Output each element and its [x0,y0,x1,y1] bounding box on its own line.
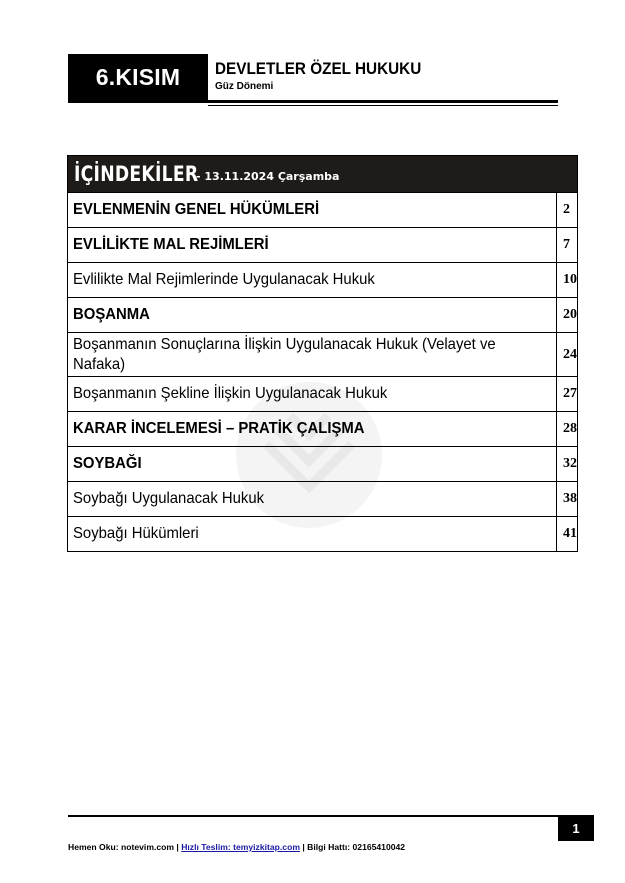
toc-item-title[interactable]: Soybağı Hükümleri [73,525,199,542]
header-rule-thin [208,105,558,106]
term-label: Güz Dönemi [215,81,274,92]
toc-item-page: 41 [557,517,578,552]
toc-item-title[interactable]: SOYBAĞI [73,455,142,472]
toc-item-page: 32 [557,447,578,482]
toc-item-title[interactable]: Boşanmanın Şekline İlişkin Uygulanacak Hukuk [73,385,388,402]
toc-item-page: 2 [557,193,578,228]
toc-heading: İÇİNDEKİLER [74,162,199,186]
toc-item-page: 7 [557,228,578,263]
toc-item-page: 28 [557,412,578,447]
toc-item-title[interactable]: BOŞANMA [73,306,150,323]
toc-item-page: 27 [557,377,578,412]
toc-row[interactable] [68,298,578,333]
toc-header-row [68,156,578,193]
toc-item-title[interactable]: Evlilikte Mal Rejimlerinde Uygulanacak Hukuk [73,271,375,288]
hotline-label: Bilgi Hattı: 02165410042 [307,842,406,852]
section-label: 6.KISIM [68,54,208,100]
table-of-contents [67,155,578,552]
toc-item-title[interactable]: Boşanmanın Sonuçlarına İlişkin Uygulanacak Hukuk (Velayet ve Nafaka) [73,335,496,373]
toc-row[interactable] [68,193,578,228]
toc-item-title[interactable]: KARAR İNCELEMESİ – PRATİK ÇALIŞMA [73,420,365,437]
toc-item-title[interactable]: Soybağı Uygulanacak Hukuk [73,490,265,507]
delivery-link[interactable]: Hızlı Teslim: temyizkitap.com [181,842,300,852]
toc-date: - 13.11.2024 Çarşamba [196,170,340,183]
toc-item-page: 38 [557,482,578,517]
toc-row[interactable] [68,517,578,552]
toc-row[interactable] [68,263,578,298]
toc-row[interactable] [68,377,578,412]
toc-row[interactable] [68,228,578,263]
footer-separator: | [302,842,305,852]
toc-item-title[interactable]: EVLİLİKTE MAL REJİMLERİ [73,236,269,253]
course-title: DEVLETLER ÖZEL HUKUKU [215,59,422,78]
toc-row[interactable] [68,333,578,377]
toc-row[interactable] [68,412,578,447]
footer-info [68,842,405,852]
toc-item-page: 20 [557,298,578,333]
toc-row[interactable] [68,482,578,517]
toc-row[interactable] [68,447,578,482]
footer-rule [68,815,558,817]
toc-item-page: 24 [557,333,578,377]
read-link[interactable]: Hemen Oku: notevim.com [68,842,175,852]
header-rule [68,100,558,103]
footer-separator: | [176,842,179,852]
page-number: 1 [558,815,594,841]
toc-item-title[interactable]: EVLENMENİN GENEL HÜKÜMLERİ [73,201,320,218]
toc-item-page: 10 [557,263,578,298]
